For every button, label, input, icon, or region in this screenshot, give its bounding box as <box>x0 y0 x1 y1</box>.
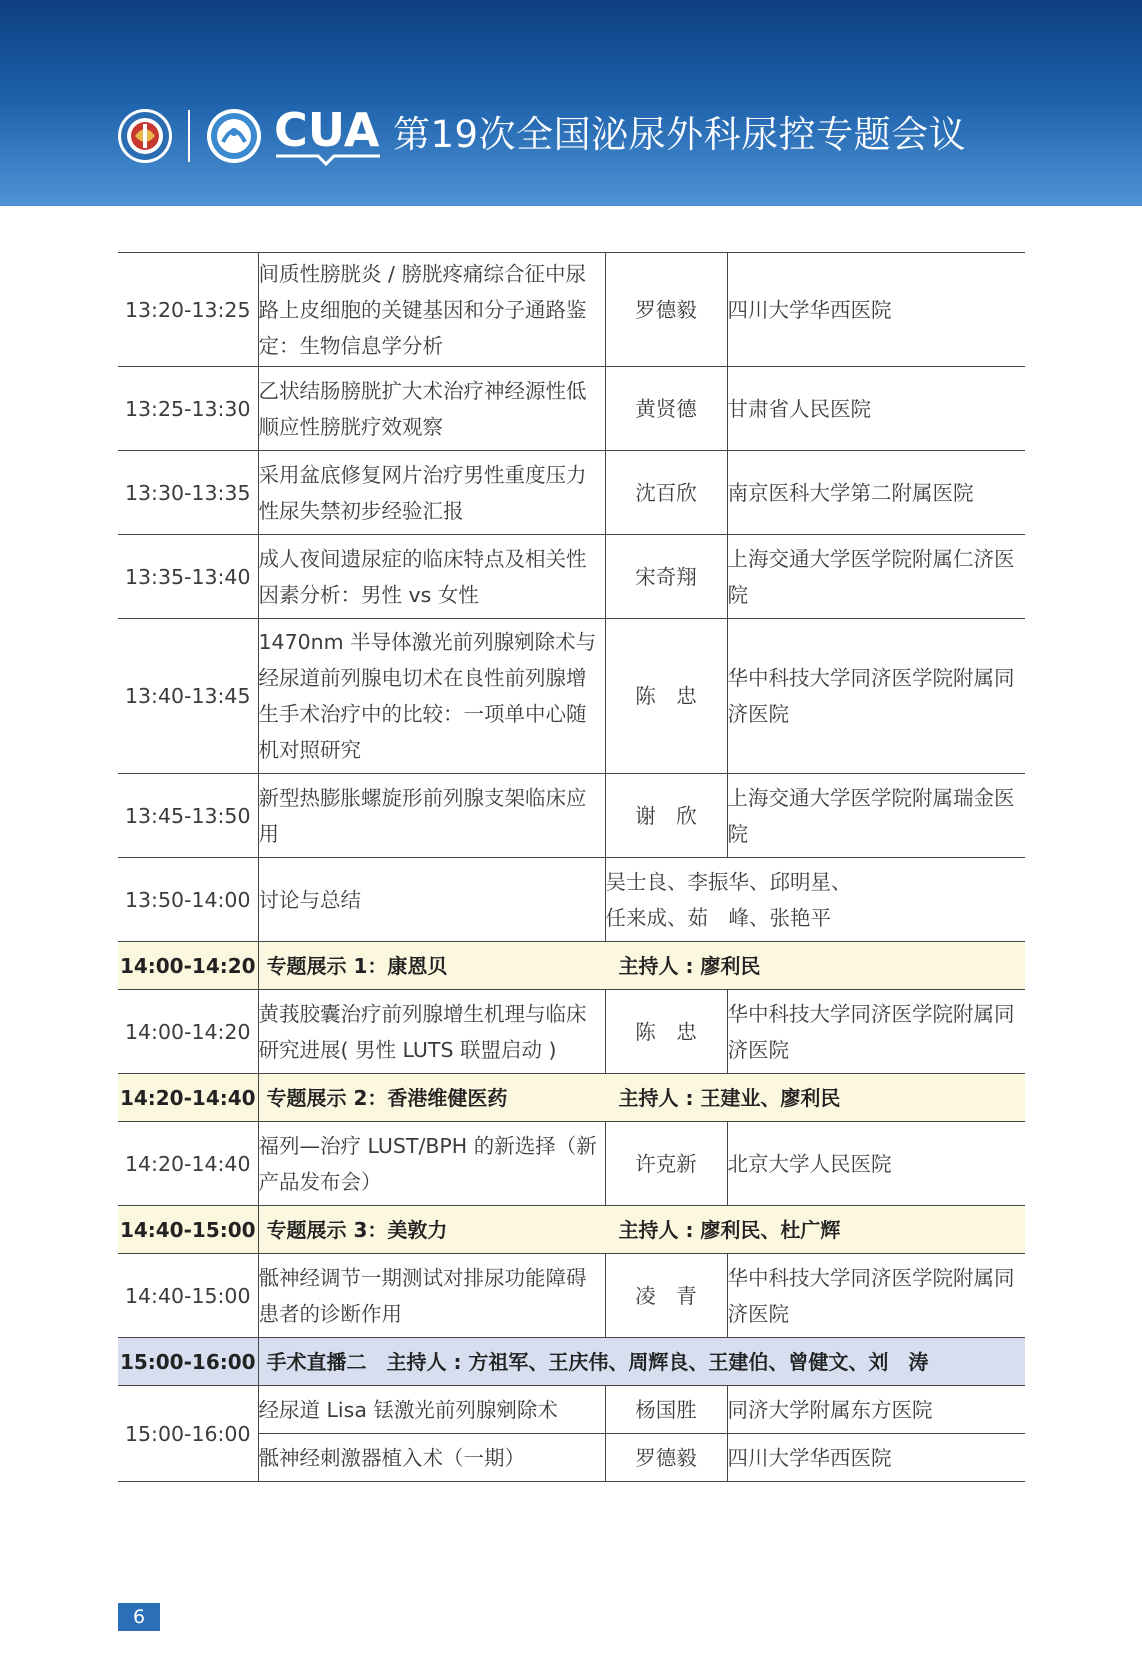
table-row <box>118 451 1025 535</box>
topic-cell: 经尿道 Lisa 铥激光前列腺剜除术 <box>258 1386 605 1434</box>
cua-emblem-icon <box>206 108 262 164</box>
speaker-cell: 谢 欣 <box>605 774 727 858</box>
table-row <box>118 253 1025 367</box>
speaker-cell: 凌 青 <box>605 1254 727 1338</box>
institution-cell: 北京大学人民医院 <box>727 1122 1025 1206</box>
session-time: 15:00-16:00 <box>118 1338 258 1386</box>
table-row <box>118 990 1025 1074</box>
institution-cell: 华中科技大学同济医学院附属同济医院 <box>727 619 1025 774</box>
speaker-cell: 杨国胜 <box>605 1386 727 1434</box>
speaker-cell: 宋奇翔 <box>605 535 727 619</box>
topic-cell: 讨论与总结 <box>258 858 605 942</box>
session-header-row <box>118 1074 1025 1122</box>
speaker-cell: 黄贤德 <box>605 367 727 451</box>
time-cell: 13:35-13:40 <box>118 535 258 619</box>
moderators-line: 任来成、茹 峰、张艳平 <box>605 905 831 930</box>
speaker-cell: 罗德毅 <box>605 1434 727 1482</box>
institution-cell: 甘肃省人民医院 <box>727 367 1025 451</box>
institution-cell: 四川大学华西医院 <box>727 1434 1025 1482</box>
speaker-cell: 陈 忠 <box>605 619 727 774</box>
table-row <box>118 1386 1025 1434</box>
table-row <box>118 619 1025 774</box>
time-cell: 14:40-15:00 <box>118 1254 258 1338</box>
topic-cell: 新型热膨胀螺旋形前列腺支架临床应用 <box>258 774 605 858</box>
live-surgery-label: 手术直播二 主持人 : 方祖军、王庆伟、周辉良、王建伯、曾健文、刘 涛 <box>266 1349 929 1374</box>
table-row <box>118 367 1025 451</box>
institution-cell: 华中科技大学同济医学院附属同济医院 <box>727 1254 1025 1338</box>
session-header-cell <box>258 1074 1025 1122</box>
speaker-cell: 沈百欣 <box>605 451 727 535</box>
time-cell: 14:20-14:40 <box>118 1122 258 1206</box>
session-time: 14:00-14:20 <box>118 942 258 990</box>
table-row <box>118 1122 1025 1206</box>
header-banner <box>0 0 1142 206</box>
session-time: 14:40-15:00 <box>118 1206 258 1254</box>
institution-cell: 华中科技大学同济医学院附属同济医院 <box>727 990 1025 1074</box>
topic-cell: 1470nm 半导体激光前列腺剜除术与经尿道前列腺电切术在良性前列腺增生手术治疗中的比较：一项单中心随机对照研究 <box>258 619 605 774</box>
cua-logo-text: CUA <box>274 104 380 157</box>
table-row <box>118 535 1025 619</box>
table-row <box>118 1254 1025 1338</box>
session-header-row <box>118 942 1025 990</box>
session-host: 主持人 : 廖利民 <box>618 953 761 978</box>
institution-cell: 上海交通大学医学院附属仁济医院 <box>727 535 1025 619</box>
session-title: 专题展示 1：康恩贝 <box>266 953 448 978</box>
session-header-row <box>118 1206 1025 1254</box>
topic-cell: 骶神经调节一期测试对排尿功能障碍患者的诊断作用 <box>258 1254 605 1338</box>
speaker-cell: 许克新 <box>605 1122 727 1206</box>
time-cell: 14:00-14:20 <box>118 990 258 1074</box>
topic-cell: 黄莪胶囊治疗前列腺增生机理与临床研究进展( 男性 LUTS 联盟启动 ) <box>258 990 605 1074</box>
moderators-cell <box>605 858 1025 942</box>
live-surgery-header-cell <box>258 1338 1025 1386</box>
cua-logo <box>272 104 386 170</box>
time-cell: 15:00-16:00 <box>118 1386 258 1482</box>
time-cell: 13:30-13:35 <box>118 451 258 535</box>
time-cell: 13:50-14:00 <box>118 858 258 942</box>
speaker-cell: 罗德毅 <box>605 253 727 367</box>
institution-cell: 上海交通大学医学院附属瑞金医院 <box>727 774 1025 858</box>
topic-cell: 骶神经刺激器植入术（一期） <box>258 1434 605 1482</box>
conference-title: 第19次全国泌尿外科尿控专题会议 <box>393 113 967 156</box>
session-host: 主持人 : 廖利民、杜广辉 <box>618 1217 841 1242</box>
association-emblem-icon <box>117 108 173 164</box>
discussion-row <box>118 858 1025 942</box>
moderators-line: 吴士良、李振华、邱明星、 <box>605 869 852 894</box>
time-cell: 13:45-13:50 <box>118 774 258 858</box>
table-row <box>118 774 1025 858</box>
schedule-table <box>118 252 1025 1482</box>
institution-cell: 同济大学附属东方医院 <box>727 1386 1025 1434</box>
session-header-cell <box>258 942 1025 990</box>
topic-cell: 乙状结肠膀胱扩大术治疗神经源性低顺应性膀胱疗效观察 <box>258 367 605 451</box>
topic-cell: 间质性膀胱炎 / 膀胱疼痛综合征中尿路上皮细胞的关键基因和分子通路鉴定：生物信息学分析 <box>258 253 605 367</box>
logo-divider <box>188 110 190 162</box>
topic-cell: 采用盆底修复网片治疗男性重度压力性尿失禁初步经验汇报 <box>258 451 605 535</box>
session-header-cell <box>258 1206 1025 1254</box>
topic-cell: 成人夜间遗尿症的临床特点及相关性因素分析：男性 vs 女性 <box>258 535 605 619</box>
page-number: 6 <box>118 1603 160 1631</box>
speaker-cell: 陈 忠 <box>605 990 727 1074</box>
institution-cell: 南京医科大学第二附属医院 <box>727 451 1025 535</box>
session-title: 专题展示 2：香港维健医药 <box>266 1085 508 1110</box>
time-cell: 13:40-13:45 <box>118 619 258 774</box>
session-title: 专题展示 3：美敦力 <box>266 1217 448 1242</box>
session-host: 主持人 : 王建业、廖利民 <box>618 1085 841 1110</box>
session-time: 14:20-14:40 <box>118 1074 258 1122</box>
topic-cell: 福列—治疗 LUST/BPH 的新选择（新产品发布会） <box>258 1122 605 1206</box>
live-surgery-header-row <box>118 1338 1025 1386</box>
institution-cell: 四川大学华西医院 <box>727 253 1025 367</box>
time-cell: 13:20-13:25 <box>118 253 258 367</box>
time-cell: 13:25-13:30 <box>118 367 258 451</box>
